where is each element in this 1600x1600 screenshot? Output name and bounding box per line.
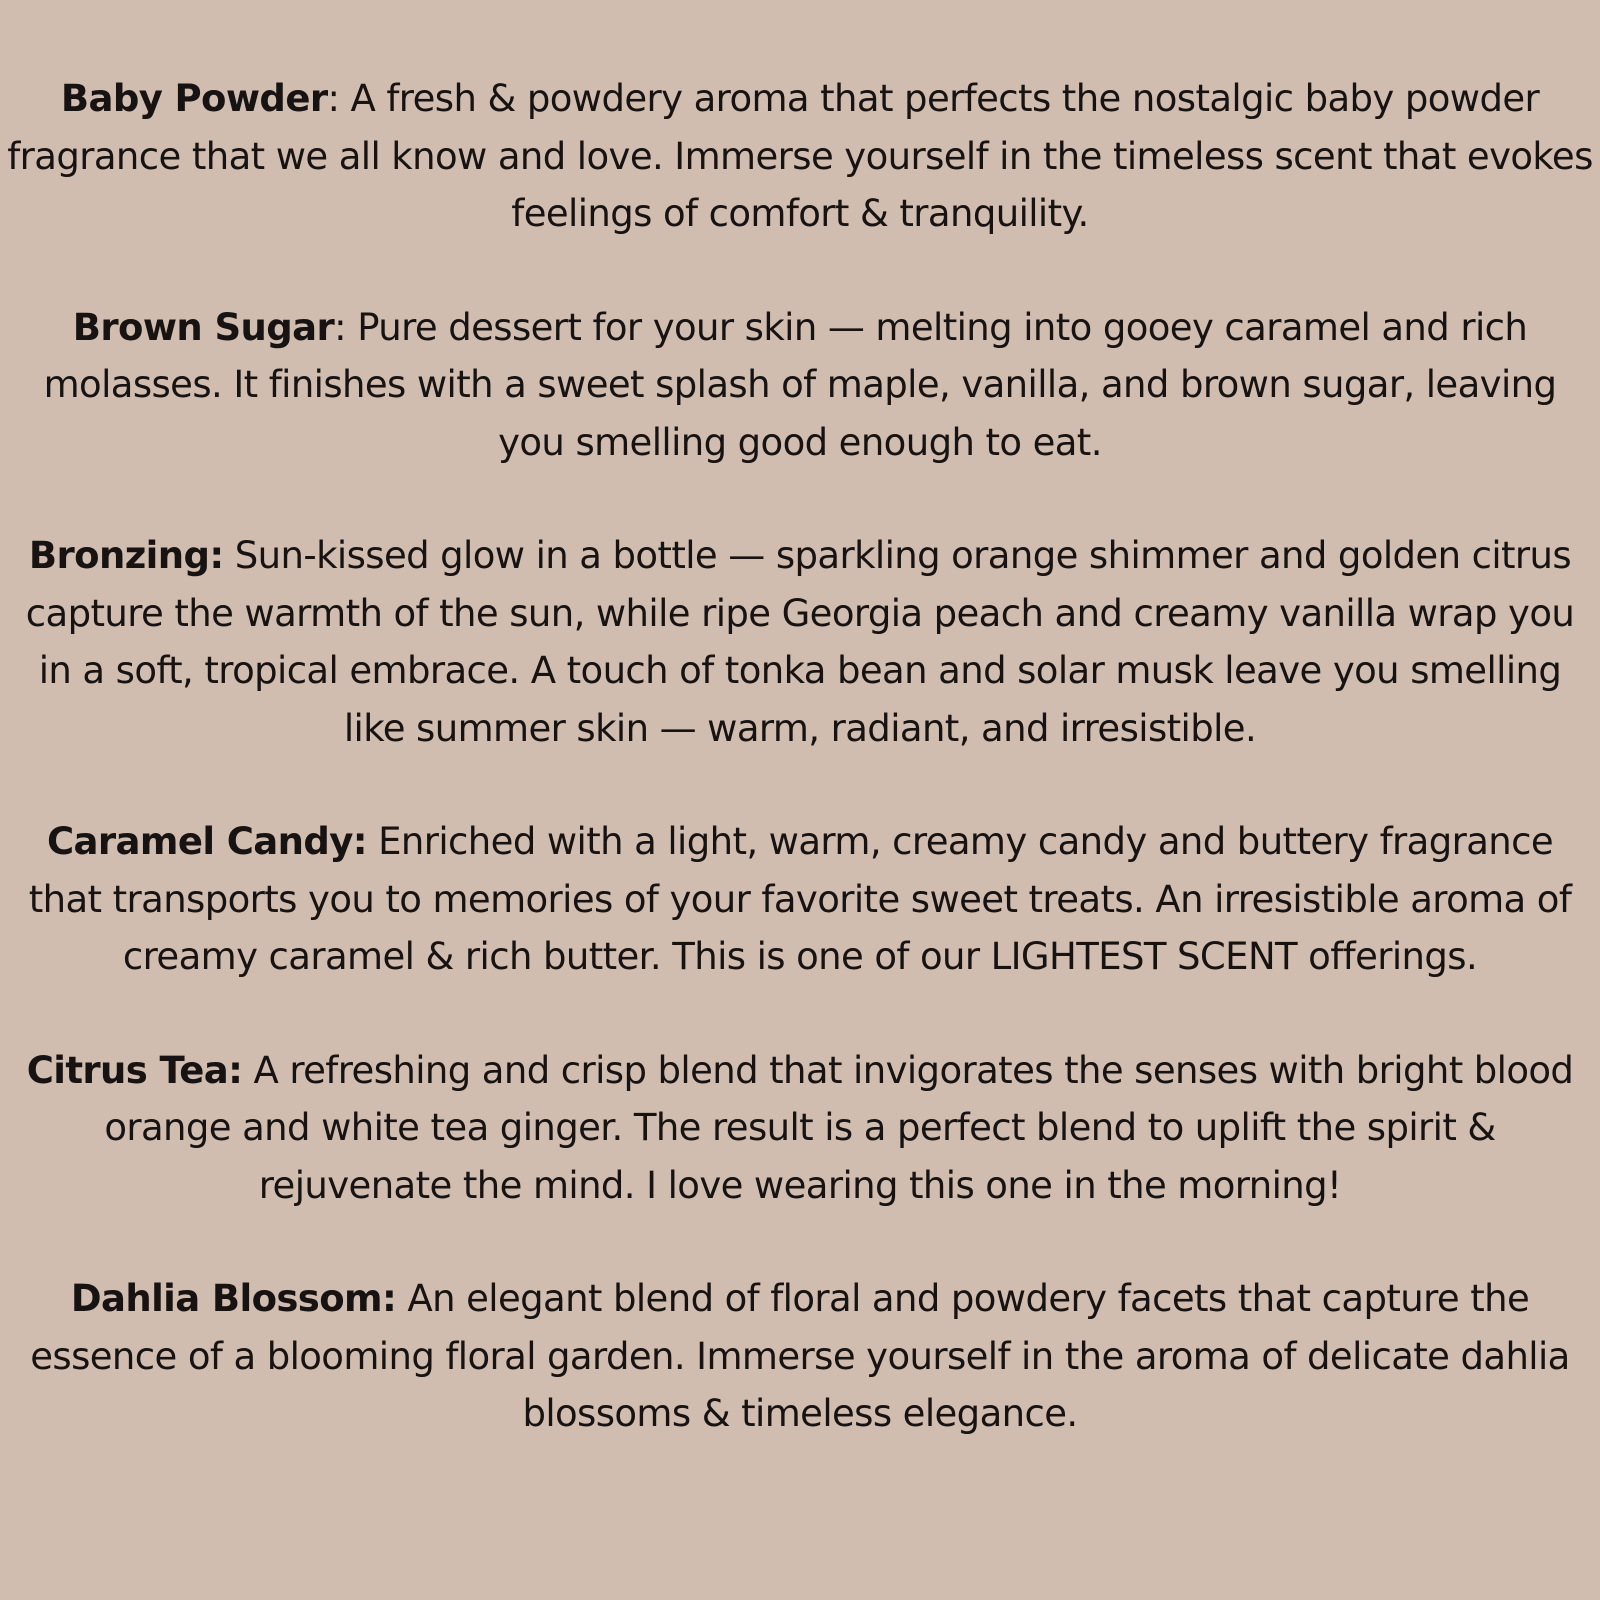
scent-dahlia-blossom (6, 1270, 1594, 1443)
scent-separator (367, 820, 378, 863)
scent-name: Caramel Candy: (46, 820, 367, 863)
scent-separator: : (327, 77, 351, 120)
scent-description: A fresh & powdery aroma that perfects the nostalgic baby powder fragrance that we all know and love. Immerse yourself in the timeless scent that evokes feelings of comfort & tranquility. (7, 77, 1593, 235)
scent-separator (224, 534, 235, 577)
scent-name: Baby Powder (60, 77, 328, 120)
scent-name: Dahlia Blossom: (70, 1277, 397, 1320)
scent-description: Pure dessert for your skin — melting into gooey caramel and rich molasses. It finishes with a sweet splash of maple, vanilla, and brown sugar, leaving you smelling good enough to eat. (43, 305, 1557, 464)
scent-caramel-candy (6, 813, 1594, 986)
scent-description: An elegant blend of floral and powdery facets that capture the essence of a blooming floral garden. Immerse yourself in the aroma of delicate dahlia blossoms & timeless elegance. (30, 1277, 1570, 1435)
scent-description: Enriched with a light, warm, creamy candy and buttery fragrance that transports you to memories of your favorite sweet treats. An irresistible aroma of creamy caramel & rich butter. This is one of our LIGHTEST SCENT offerings. (28, 820, 1572, 978)
scent-brown-sugar (6, 299, 1594, 472)
scent-separator: : (334, 305, 358, 349)
scent-separator (396, 1277, 407, 1320)
scent-bronzing (6, 527, 1594, 757)
scent-description: A refreshing and crisp blend that invigorates the senses with bright blood orange and white tea ginger. The result is a perfect blend to uplift the spirit & rejuvenate the mind. I love wearing this one in the morning! (104, 1048, 1574, 1207)
scent-name: Bronzing: (28, 534, 224, 577)
scent-name: Citrus Tea: (26, 1048, 243, 1092)
scent-name: Brown Sugar (72, 305, 335, 349)
scent-separator (242, 1049, 253, 1092)
scent-citrus-tea (6, 1042, 1594, 1215)
scent-baby-powder (6, 70, 1594, 243)
scent-description: Sun-kissed glow in a bottle — sparkling orange shimmer and golden citrus capture the warmth of the sun, while ripe Georgia peach and creamy vanilla wrap you in a soft, tropical embrace. A touch of tonka bean and solar musk leave you smelling like summer skin — warm, radiant, and irresistible. (25, 534, 1575, 750)
